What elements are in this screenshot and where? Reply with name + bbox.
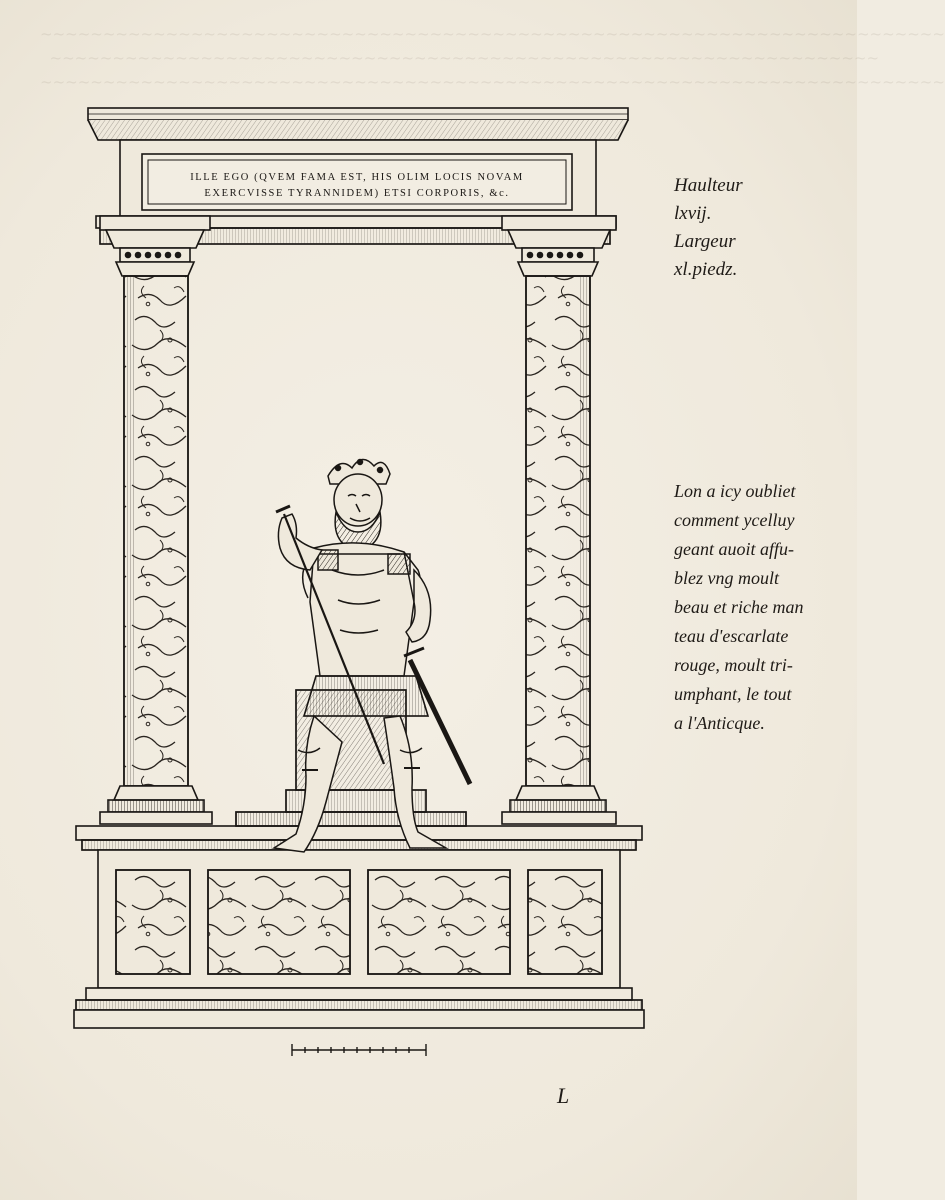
note-line: teau d'escarlate xyxy=(674,626,789,646)
right-column xyxy=(502,216,616,824)
dimension-line: xl.piedz. xyxy=(674,259,738,280)
signature-mark: L xyxy=(557,1083,570,1108)
inscription-panel xyxy=(144,162,570,210)
margin-note-cloak xyxy=(674,477,803,738)
woodcut-illustration xyxy=(70,100,650,1040)
note-line: Lon a icy oubliet xyxy=(674,481,796,501)
dimension-line: Haulteur xyxy=(674,175,743,196)
inscription-line-2: EXERCVISSE TYRANNIDEM) ETSI CORPORIS, &c. xyxy=(204,188,510,199)
note-line: beau et riche man xyxy=(674,597,804,617)
pedestal xyxy=(74,826,644,1028)
left-column xyxy=(100,216,212,824)
note-line: geant auoit affu- xyxy=(674,539,794,559)
inscription-line-1: ILLE EGO (QVEM FAMA EST, HIS OLIM LOCIS NOVAM xyxy=(190,172,524,183)
dimension-line: Largeur xyxy=(674,231,736,252)
note-line: blez vng moult xyxy=(674,568,779,588)
scale-bar xyxy=(290,1042,430,1058)
margin-note-dimensions xyxy=(674,172,743,284)
note-line: umphant, le tout xyxy=(674,684,792,704)
note-line: a l'Anticque. xyxy=(674,713,765,733)
dimension-line: lxvij. xyxy=(674,203,712,224)
show-through-texture: ~~~~~~~~~~~~~~~~~~~~~~~~~~~~~~~~~~~~~~~~~~~~~~~~~~~~~~~~~~~~~~~~~~~~~~~~ ~~~~~~~~~~~~~~~~~~~~~~~~~~~~~~~~~~~~~~~~~~~~~~~~~~~~~~~~~~~~~~~~~~ ~~~~~~~~~~~~~~~~~~~~~~~~~~~~~~~~~~~~~~~~~~~~~~~~~~~~~~~~~~~~~~~~~~~~~~~~ xyxy=(40,25,945,91)
note-line: rouge, moult tri- xyxy=(674,655,793,675)
note-line: comment ycelluy xyxy=(674,510,795,530)
